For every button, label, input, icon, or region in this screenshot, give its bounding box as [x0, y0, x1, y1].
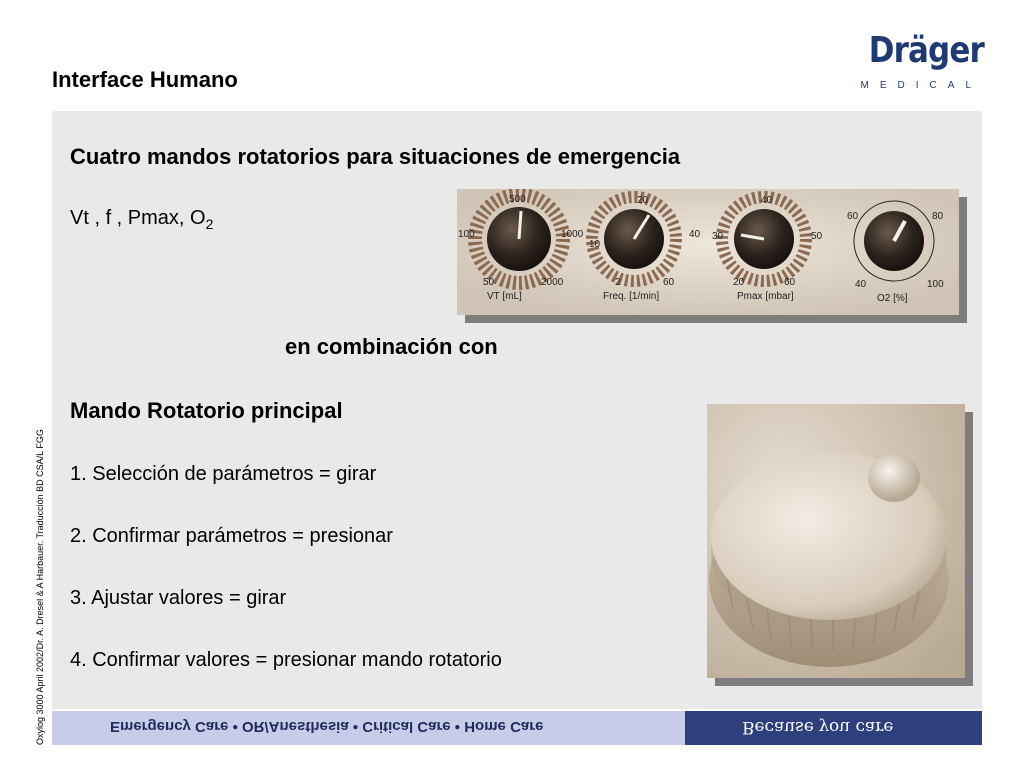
step-4: 4. Confirmar valores = presionar mando rotatorio: [70, 649, 502, 671]
o2-bottom-left-label: 40: [855, 279, 867, 290]
o2-top-right-label: 80: [932, 211, 944, 222]
o2-unit-label: O2 [%]: [877, 293, 908, 304]
variables-line: [70, 207, 213, 232]
footer-care-areas: Emergency Care • OR/Anesthesia • Critical Care • Home Care: [110, 718, 544, 735]
section-heading: Cuatro mandos rotatorios para situaciones de emergencia: [70, 144, 681, 169]
logo-subtitle: MEDICAL: [860, 80, 982, 91]
vt-bottom-right-label: 2000: [541, 277, 564, 288]
main-knob-heading: Mando Rotatorio principal: [70, 398, 343, 423]
o2-bottom-right-label: 100: [927, 279, 944, 290]
step-3: 3. Ajustar valores = girar: [70, 587, 287, 609]
footer-slogan: Because you care: [742, 717, 894, 737]
main-knob-image: [707, 404, 965, 678]
footer-left-banner: [52, 711, 685, 745]
pmax-left-label: 30: [712, 231, 724, 242]
drager-logo: [860, 30, 984, 94]
vt-left-label: 100: [458, 229, 475, 240]
vt-unit-label: VT [mL]: [487, 291, 522, 302]
vt-top-label: 500: [509, 194, 526, 205]
vt-right-label: 1000: [561, 229, 584, 240]
vt-bottom-left-label: 50: [483, 277, 495, 288]
logo-brand: Dräger: [868, 30, 984, 71]
four-knobs-image: [457, 189, 959, 315]
pmax-unit-label: Pmax [mbar]: [737, 291, 794, 302]
o2-top-left-label: 60: [847, 211, 859, 222]
pmax-right-label: 50: [811, 231, 823, 242]
freq-unit-label: Freq. [1/min]: [603, 291, 660, 302]
freq-right-label: 40: [689, 229, 701, 240]
pmax-top-label: 40: [761, 195, 773, 206]
freq-bottom-right-label: 60: [663, 277, 675, 288]
pmax-bottom-right-label: 60: [784, 277, 796, 288]
combination-text: en combinación con: [285, 334, 498, 359]
step-2: 2. Confirmar parámetros = presionar: [70, 525, 393, 547]
freq-top-label: 20: [637, 195, 649, 206]
side-credit: Oxylog 3000 April 2002/Dr. A. Dresel & A Harbauer. Traducción BD CSA/L FGG: [35, 429, 45, 745]
step-1: 1. Selección de parámetros = girar: [70, 463, 377, 485]
footer-bar: [52, 711, 982, 745]
pmax-bottom-left-label: 20: [733, 277, 745, 288]
freq-bottom-left-label: 2: [615, 277, 621, 288]
page-title: Interface Humano: [52, 67, 238, 92]
variables-text: Vt , f , Pmax, O: [70, 207, 206, 229]
freq-left-label: 10: [589, 239, 601, 250]
variables-subscript: 2: [205, 216, 214, 232]
footer-right-banner: [685, 711, 982, 745]
